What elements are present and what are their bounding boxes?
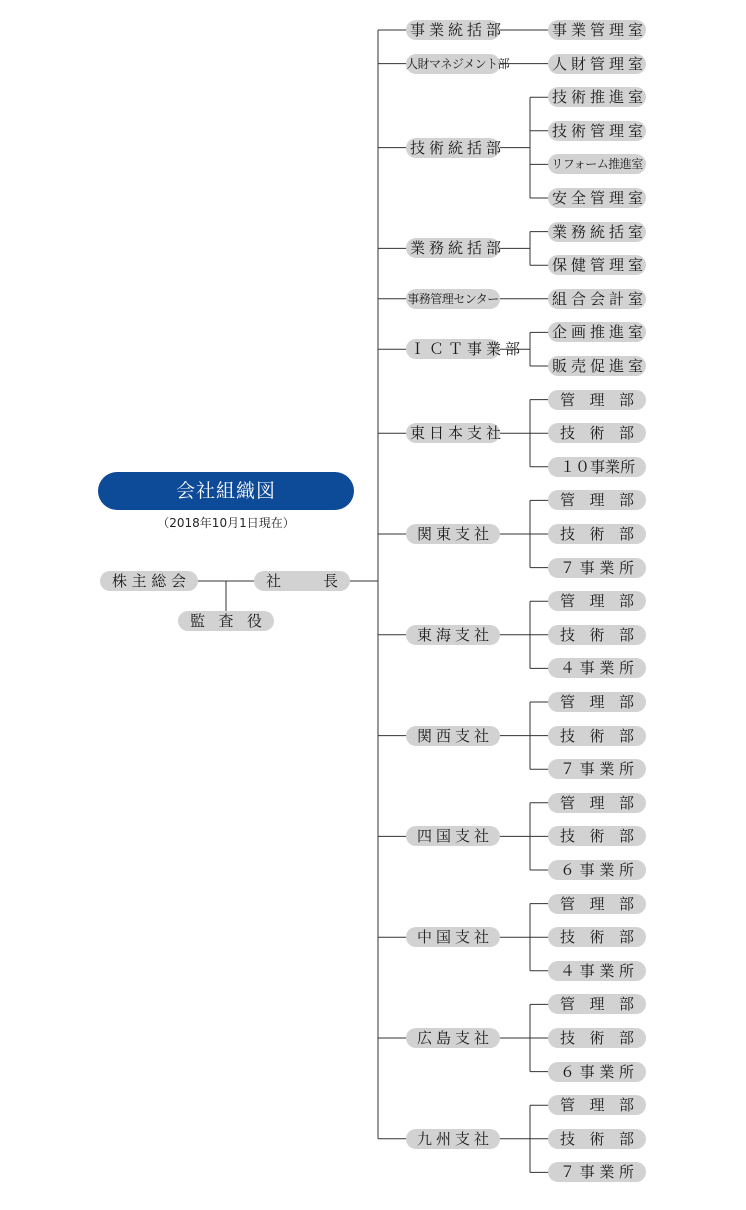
section-box: １ ０ 事 業 所 — [548, 457, 646, 477]
section-box: 組合会計室 — [548, 289, 646, 309]
department-box: 技術統括部 — [406, 138, 500, 158]
section-box: ７ 事 業 所 — [548, 558, 646, 578]
section-box: ６ 事 業 所 — [548, 1062, 646, 1082]
section-box: 管 理 部 — [548, 692, 646, 712]
section-box: 技 術 部 — [548, 927, 646, 947]
section-box: 管 理 部 — [548, 793, 646, 813]
section-box: 事業管理室 — [548, 20, 646, 40]
section-box: 技術推進室 — [548, 87, 646, 107]
section-box: ７ 事 業 所 — [548, 759, 646, 779]
section-box: リフォーム推進室 — [548, 154, 646, 174]
section-box: 企画推進室 — [548, 322, 646, 342]
section-box: ４ 事 業 所 — [548, 658, 646, 678]
president-box — [254, 571, 350, 591]
section-box: 管 理 部 — [548, 390, 646, 410]
section-box: 販売促進室 — [548, 356, 646, 376]
section-box: 管 理 部 — [548, 994, 646, 1014]
department-box: 業務統括部 — [406, 238, 500, 258]
auditor-box — [178, 611, 274, 631]
department-box: 九州支社 — [406, 1129, 500, 1149]
section-box: 技 術 部 — [548, 625, 646, 645]
section-box: 業務統括室 — [548, 222, 646, 242]
department-box: ＩＣＴ事業部 — [406, 339, 500, 359]
section-box: 管 理 部 — [548, 894, 646, 914]
department-box: 中国支社 — [406, 927, 500, 947]
department-box: 関西支社 — [406, 726, 500, 746]
section-box: 技 術 部 — [548, 1028, 646, 1048]
section-box: ４ 事 業 所 — [548, 961, 646, 981]
section-box: 技 術 部 — [548, 726, 646, 746]
box-label: 社 長 — [266, 572, 338, 590]
section-box: ７ 事 業 所 — [548, 1162, 646, 1182]
section-box: 技術管理室 — [548, 121, 646, 141]
section-box: 管 理 部 — [548, 591, 646, 611]
department-box: 東日本支社 — [406, 423, 500, 443]
department-box: 東海支社 — [406, 625, 500, 645]
section-box: ６ 事 業 所 — [548, 860, 646, 880]
section-box: 技 術 部 — [548, 423, 646, 443]
department-box: 事業統括部 — [406, 20, 500, 40]
department-box: 事務管理センター — [406, 289, 500, 309]
section-box: 人財管理室 — [548, 54, 646, 74]
section-box: 技 術 部 — [548, 1129, 646, 1149]
department-box: 広島支社 — [406, 1028, 500, 1048]
section-box: 保健管理室 — [548, 255, 646, 275]
department-box: 人財マネジメント部 — [406, 54, 500, 74]
shareholders-meeting-box — [100, 571, 198, 591]
section-box: 技 術 部 — [548, 826, 646, 846]
section-box: 管 理 部 — [548, 1095, 646, 1115]
box-label: 株 主 総 会 — [112, 572, 186, 590]
department-box: 四国支社 — [406, 826, 500, 846]
section-box: 安全管理室 — [548, 188, 646, 208]
as-of-date: （2018年10月1日現在） — [157, 516, 295, 530]
section-box: 管 理 部 — [548, 490, 646, 510]
box-label: 監 査 役 — [190, 612, 262, 630]
section-box: 技 術 部 — [548, 524, 646, 544]
chart-title: 会社組織図 — [98, 472, 354, 510]
department-box: 関東支社 — [406, 524, 500, 544]
